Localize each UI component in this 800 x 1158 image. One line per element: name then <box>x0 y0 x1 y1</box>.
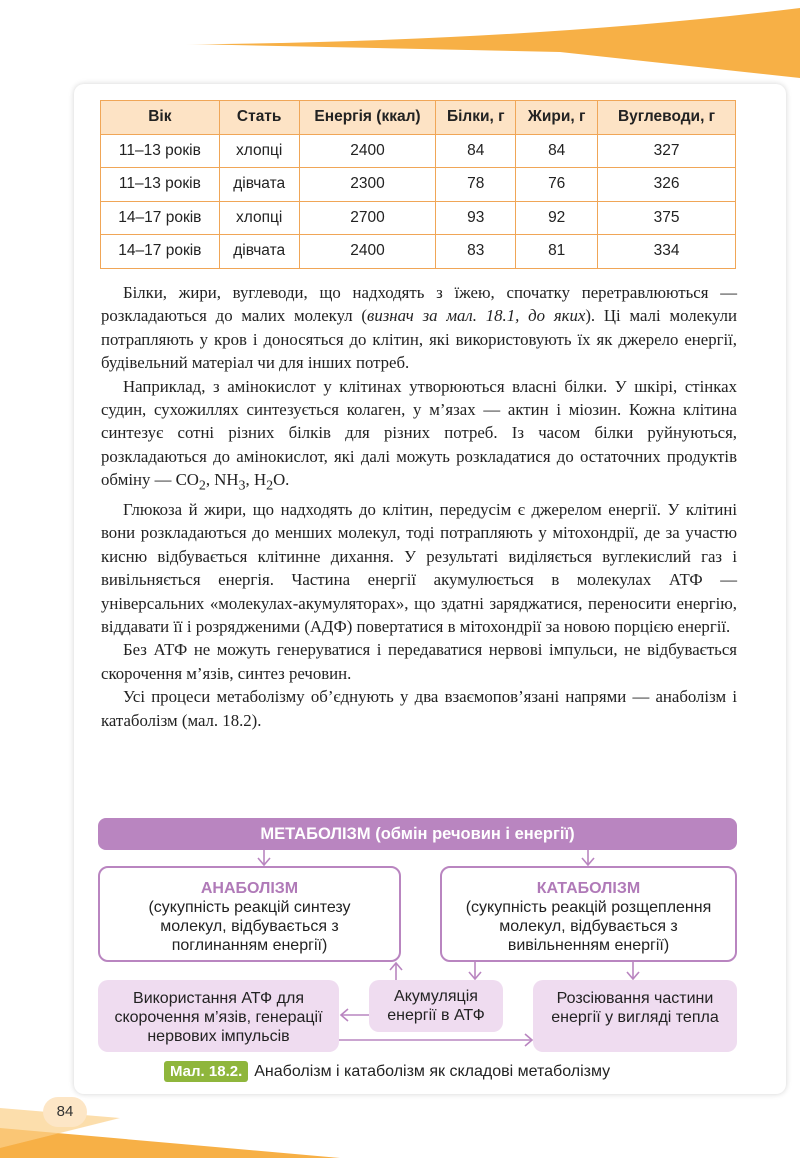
table-cell: 14–17 років <box>101 235 220 269</box>
paragraph-text: Білки, жири, вуглеводи, що надходять з їжею, спочатку перетравлюються — розкладаються до малих молекул ( <box>101 283 737 326</box>
catabolism-box <box>440 866 737 962</box>
subscript: 2 <box>198 478 206 494</box>
header-carbs: Вуглеводи, г <box>598 101 736 135</box>
heat-dissipation-box: Розсіювання частини енергії у вигляді тепла <box>533 980 737 1052</box>
nutrition-norms-table <box>100 100 736 269</box>
table-cell: 11–13 років <box>101 134 220 168</box>
table-cell: хлопці <box>219 134 299 168</box>
table-row <box>101 168 736 202</box>
table-cell: 11–13 років <box>101 168 220 202</box>
table-header-row <box>101 101 736 135</box>
figure-caption <box>164 1061 610 1082</box>
paragraph-atp: Без АТФ не можуть генеруватися і передаватися нервові імпульси, не відбувається скорочення м’язів, синтез речовин. <box>101 640 737 683</box>
paragraph-glucose: Глюкоза й жири, що надходять до клітин, передусім є джерелом енергії. У клітині вони розкладаються до менших молекул, тоді потрапляють у мітохондрії, де за участю кисню відбувається клітинне дихання. У результаті виділяється вуглекислий газ і вивільняється енергія. Частина енергії акумулюється в молекулах АТФ — універсальних «молекулах-акумуляторах», що здатні заряджатися, переносити енергію, віддавати її і розрядженими (АДФ) повертатися в мітохондрії за новою порцією енергії. <box>101 500 737 637</box>
table-cell: 84 <box>516 134 598 168</box>
table-row <box>101 134 736 168</box>
header-energy: Енергія (ккал) <box>299 101 436 135</box>
paragraph-text: Наприклад, з амінокислот у клітинах утворюються власні білки. У шкірі, стінках судин, сухожиллях синтезується колаген, у м’язах — актин і міозин. Кожна клітина синтезує сотні різних білків для різних потреб. Із часом білки руйнуються, розкладаються до амінокислот, які далі можуть розкладатися до остаточних продуктів обміну — CO <box>101 376 737 490</box>
top-decorative-band <box>0 0 800 80</box>
figure-label: Мал. 18.2. <box>164 1061 248 1082</box>
table-cell: 2300 <box>299 168 436 202</box>
bottom-decorative-band <box>0 1088 800 1158</box>
table-row <box>101 235 736 269</box>
table-cell: 83 <box>436 235 516 269</box>
anabolism-box <box>98 866 401 962</box>
subscript: 3 <box>238 478 246 494</box>
table-cell: 2700 <box>299 201 436 235</box>
metabolism-header: МЕТАБОЛІЗМ (обмін речовин і енергії) <box>98 818 737 850</box>
paragraph-text: ). Ці малі молекули потрапляють у кров і доносяться до клітин, які використовують їх як джерело енергії, будівельний матеріал чи для інших потреб. <box>101 306 737 373</box>
header-sex: Стать <box>219 101 299 135</box>
paragraph-text: , H <box>245 470 267 490</box>
table-cell: 78 <box>436 168 516 202</box>
subscript: 2 <box>266 478 274 494</box>
table-cell: 375 <box>598 201 736 235</box>
header-proteins: Білки, г <box>436 101 516 135</box>
anabolism-description: (сукупність реакцій синтезу молекул, відбувається з поглинанням енергії) <box>148 899 351 954</box>
table-cell: 327 <box>598 134 736 168</box>
table-cell: 2400 <box>299 134 436 168</box>
atp-accumulation-box: Акумуляція енергії в АТФ <box>369 980 503 1032</box>
catabolism-title: КАТАБОЛІЗМ <box>536 880 641 897</box>
table-cell: дівчата <box>219 235 299 269</box>
table-cell: 76 <box>516 168 598 202</box>
page-number: 84 <box>43 1097 87 1127</box>
header-age: Вік <box>101 101 220 135</box>
table-cell: 334 <box>598 235 736 269</box>
paragraph-text: O. <box>273 470 290 490</box>
anabolism-title: АНАБОЛІЗМ <box>200 880 299 897</box>
figure-caption-text: Анаболізм і катаболізм як складові метаболізму <box>254 1063 611 1080</box>
paragraph-text: , NH <box>205 470 239 490</box>
table-cell: 14–17 років <box>101 201 220 235</box>
table-cell: 92 <box>516 201 598 235</box>
body-text <box>101 281 737 732</box>
paragraph-proteins <box>101 375 737 498</box>
table-cell: хлопці <box>219 201 299 235</box>
table-cell: 81 <box>516 235 598 269</box>
table-cell: 2400 <box>299 235 436 269</box>
atp-usage-box: Використання АТФ для скорочення м’язів, генерації нервових імпульсів <box>98 980 339 1052</box>
header-fats: Жири, г <box>516 101 598 135</box>
paragraph-digestion <box>101 281 737 375</box>
table-cell: 93 <box>436 201 516 235</box>
table-cell: 326 <box>598 168 736 202</box>
figure-reference: визнач за мал. 18.1, до яких <box>367 306 586 326</box>
catabolism-description: (сукупність реакцій розщеплення молекул, відбувається з вивільненням енергії) <box>465 899 712 954</box>
table-cell: дівчата <box>219 168 299 202</box>
table-row <box>101 201 736 235</box>
table-cell: 84 <box>436 134 516 168</box>
paragraph-metabolism: Усі процеси метаболізму об’єднують у два взаємопов’язані напрями — анаболізм і катаболізм (мал. 18.2). <box>101 687 737 730</box>
